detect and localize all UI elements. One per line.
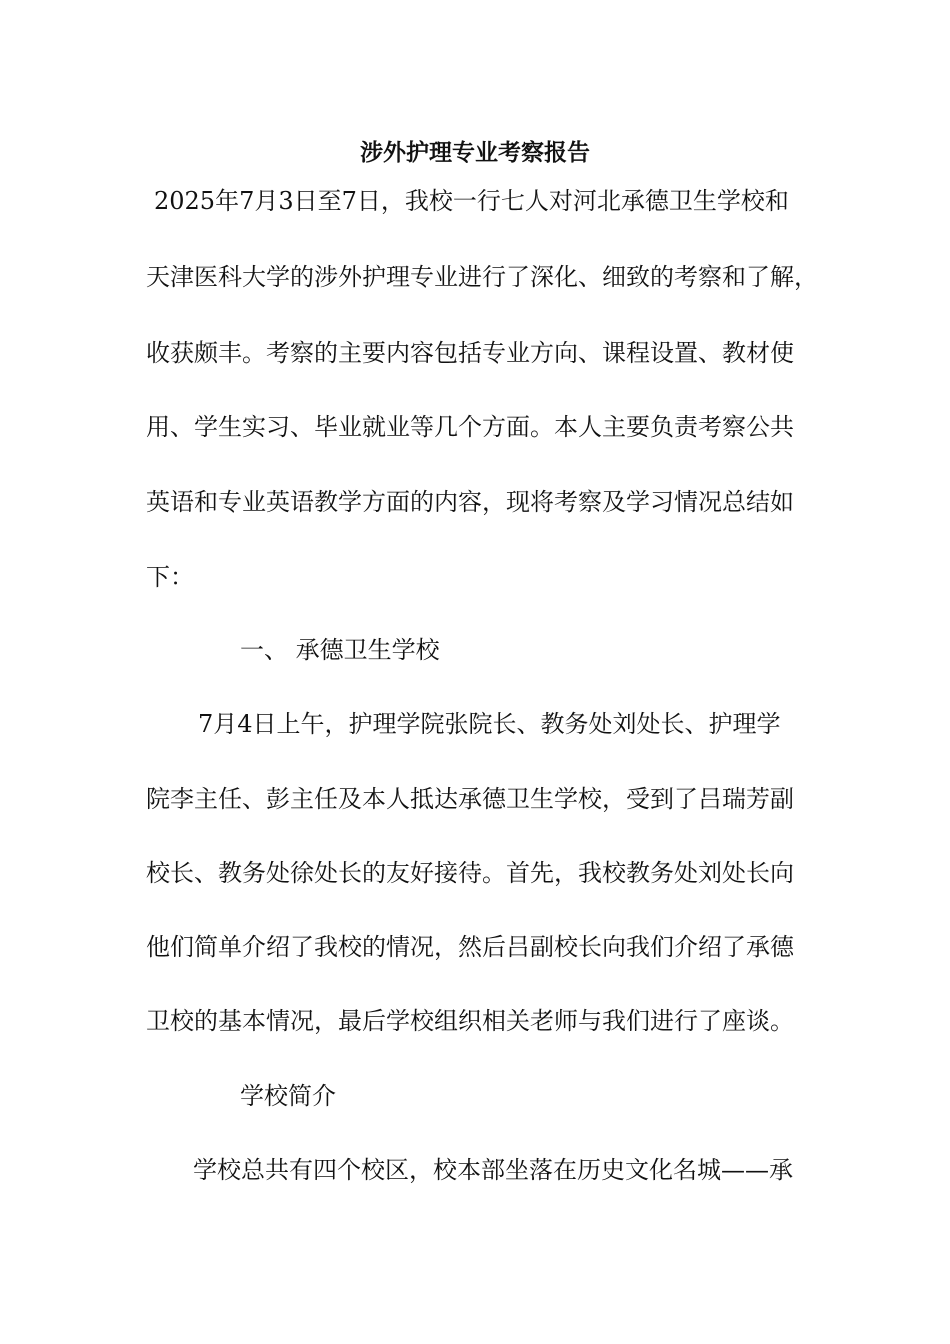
document-title: 涉外护理专业考察报告 bbox=[360, 139, 590, 166]
paragraph-line: 收获颇丰。考察的主要内容包括专业方向、课程设置、教材使 bbox=[146, 339, 794, 367]
paragraph-line: 校长、教务处徐处长的友好接待。首先，我校教务处刘处长向 bbox=[146, 859, 794, 887]
paragraph-line: 天津医科大学的涉外护理专业进行了深化、细致的考察和了解， bbox=[146, 263, 818, 291]
paragraph-line: 卫校的基本情况，最后学校组织相关老师与我们进行了座谈。 bbox=[146, 1007, 794, 1035]
paragraph-line: 用、学生实习、毕业就业等几个方面。本人主要负责考察公共 bbox=[146, 413, 794, 441]
section-heading: 一、 承德卫生学校 bbox=[240, 636, 440, 664]
paragraph-line: 2025年7月3日至7日，我校一行七人对河北承德卫生学校和 bbox=[154, 187, 789, 215]
paragraph-line: 7月4日上午，护理学院张院长、教务处刘处长、护理学 bbox=[198, 710, 781, 738]
paragraph-line: 他们简单介绍了我校的情况，然后吕副校长向我们介绍了承德 bbox=[146, 933, 794, 961]
subsection-heading: 学校简介 bbox=[240, 1082, 336, 1110]
paragraph-line: 院李主任、彭主任及本人抵达承德卫生学校，受到了吕瑞芳副 bbox=[146, 785, 794, 813]
paragraph-line: 学校总共有四个校区，校本部坐落在历史文化名城——承 bbox=[193, 1156, 793, 1184]
paragraph-line: 英语和专业英语教学方面的内容，现将考察及学习情况总结如 bbox=[146, 488, 794, 516]
paragraph-line: 下： bbox=[146, 563, 194, 591]
